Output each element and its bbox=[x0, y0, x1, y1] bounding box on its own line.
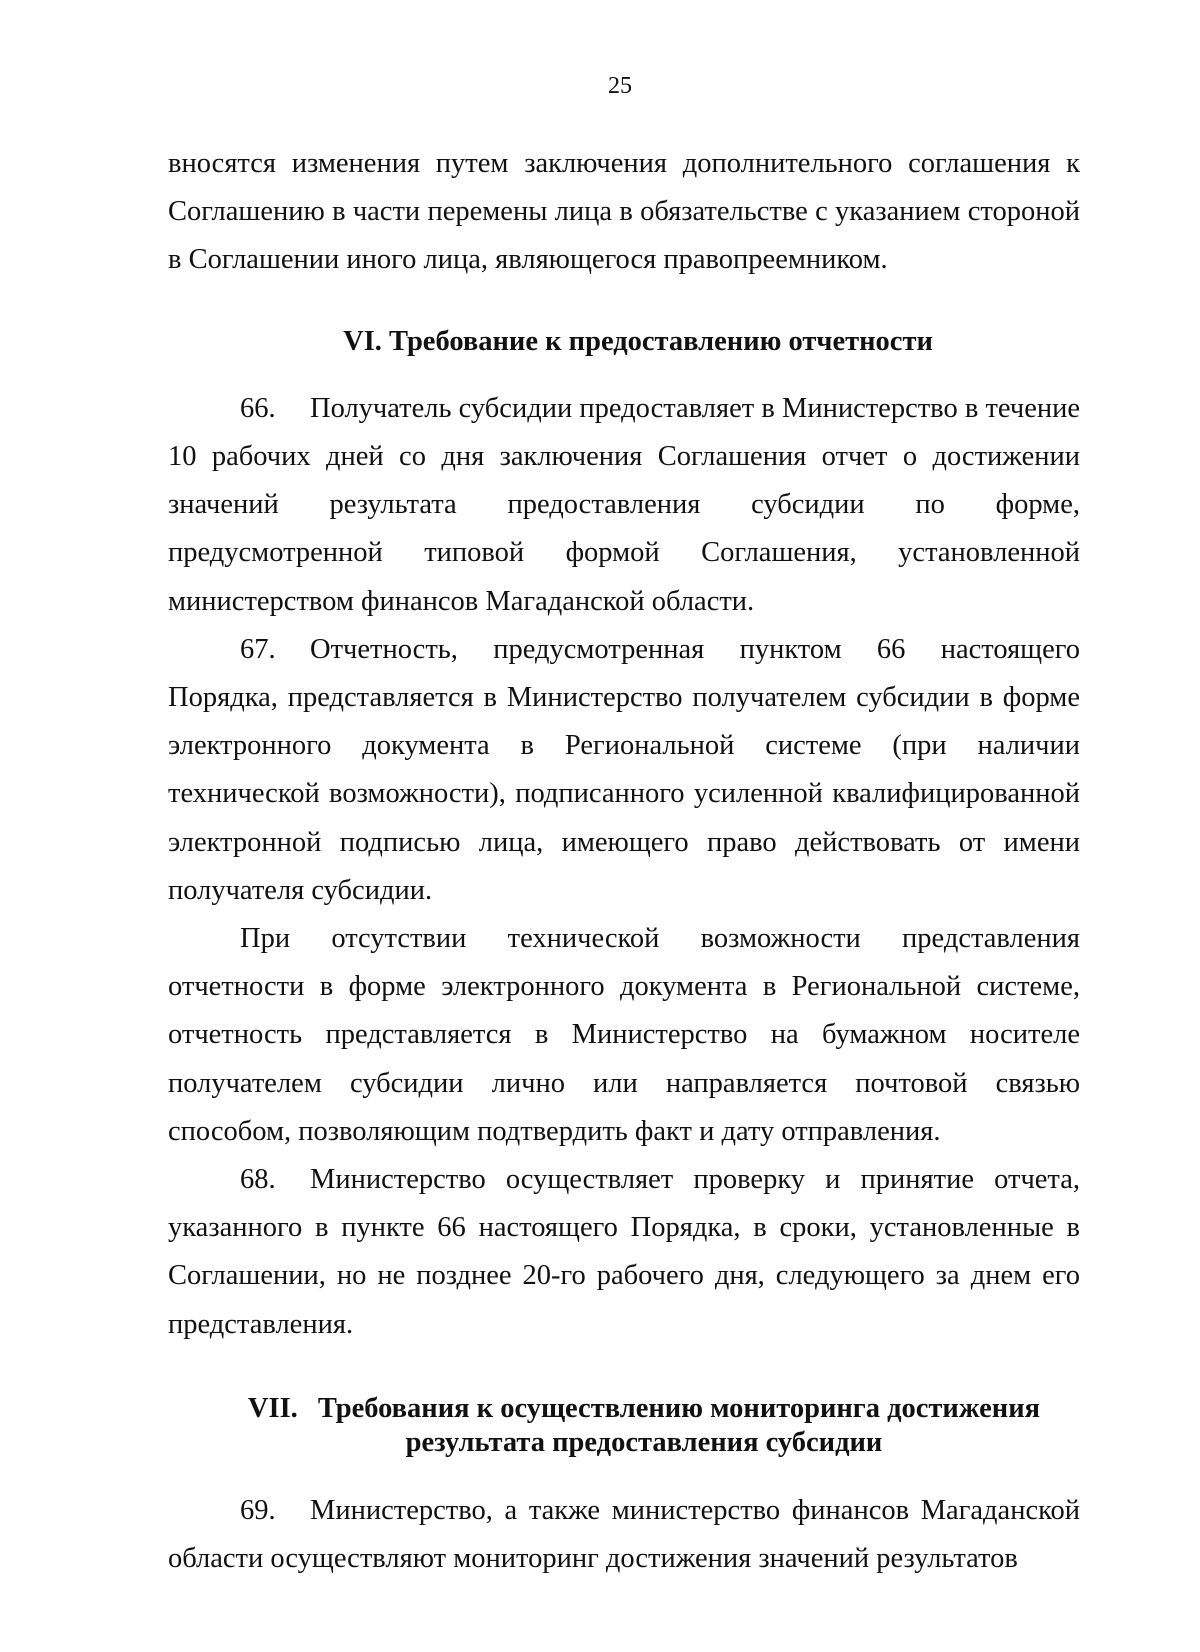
document-body bbox=[168, 140, 1080, 1583]
section-7-heading bbox=[168, 1392, 1080, 1460]
section-7-roman-numeral: VII. bbox=[247, 1392, 298, 1424]
paragraph-67-continuation: При отсутствии технической возможности представления отчетности в форме электронного документа в Региональной системе, отчетность представляется в Министерство на бумажном носителе получателем субсидии лично или направляется почтовой связью способом, позволяющим подтвердить факт и дату отправления. bbox=[168, 923, 1080, 1147]
paragraph-text: Министерство, а также министерство финансов Магаданской области осуществляют мониторинг достижения значений результатов bbox=[168, 1494, 1080, 1575]
paragraph-text: Министерство осуществляет проверку и принятие отчета, указанного в пункте 66 настоящего Порядка, в сроки, установленные в Соглашении, но не позднее 20-го рабочего дня, следующего за днем его представления. bbox=[168, 1164, 1080, 1340]
paragraph-67 bbox=[168, 626, 1080, 915]
paragraph-text: Получатель субсидии предоставляет в Министерство в течение 10 рабочих дней со дня заключения Соглашения отчет о достижении значений результата предоставления субсидии по форме, предусмотренной типовой формой Соглашения, установленной министерством финансов Магаданской области. bbox=[168, 392, 1080, 617]
paragraph-68 bbox=[168, 1156, 1080, 1349]
paragraph-66 bbox=[168, 385, 1080, 626]
paragraph-69 bbox=[168, 1487, 1080, 1583]
section-7-heading-text: Требования к осуществлению мониторинга достижения bbox=[317, 1392, 1041, 1424]
paragraph-number: 66. bbox=[240, 392, 276, 424]
paragraph-number: 67. bbox=[240, 633, 276, 665]
section-7-heading-line-2: результата предоставления субсидии bbox=[405, 1426, 883, 1458]
paragraph-number: 69. bbox=[240, 1494, 276, 1526]
continuation-paragraph: вносятся изменения путем заключения дополнительного соглашения к Соглашению в части перемены лица в обязательстве с указанием стороной в Соглашении иного лица, являющегося правопреемником. bbox=[168, 148, 1080, 276]
paragraph-number: 68. bbox=[240, 1164, 276, 1196]
paragraph-text: Отчетность, предусмотренная пунктом 66 настоящего Порядка, представляется в Министерство получателем субсидии в форме электронного документа в Региональной системе (при наличии технической возможности), подписанного усиленной квалифицированной электронной подписью лица, имеющего право действовать от имени получателя субсидии. bbox=[168, 633, 1080, 906]
page-number: 25 bbox=[608, 73, 632, 99]
section-6-heading: VI. Требование к предоставлению отчетности bbox=[343, 325, 933, 357]
section-7-heading-line-1 bbox=[208, 1392, 1080, 1426]
